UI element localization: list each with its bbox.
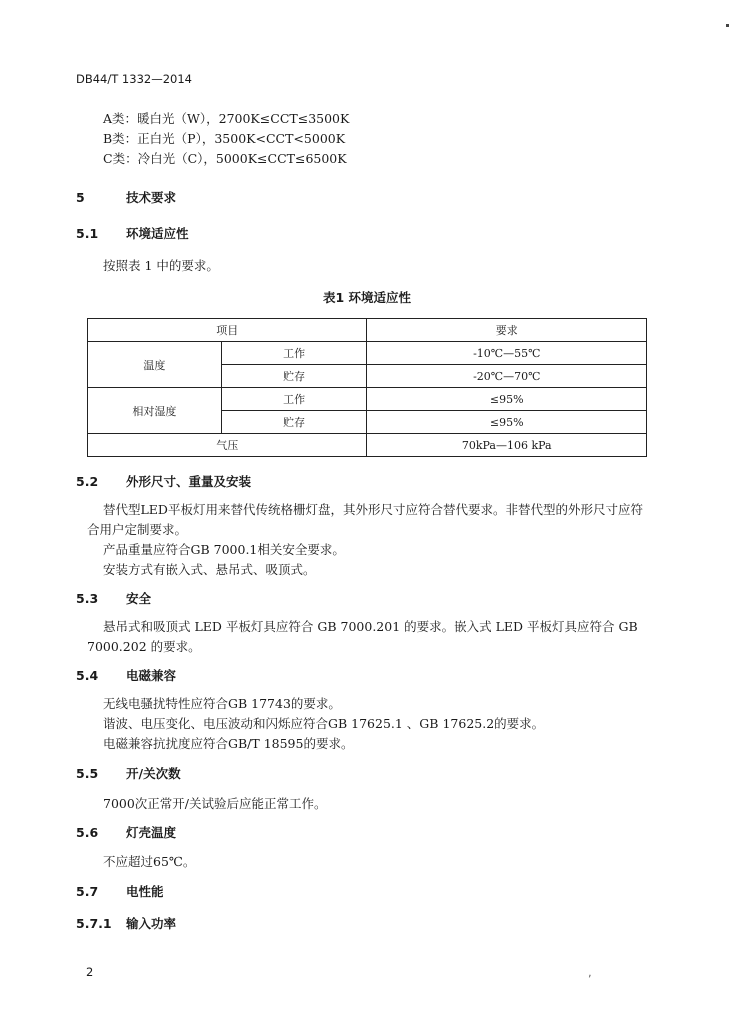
section-5-2-heading bbox=[76, 472, 251, 490]
cell-condition: 工作 bbox=[221, 388, 367, 411]
section-number: 5.4 bbox=[76, 668, 99, 683]
section-number: 5.2 bbox=[76, 474, 99, 489]
table-row bbox=[88, 388, 647, 411]
cell-value: -20℃—70℃ bbox=[367, 365, 647, 388]
paragraph-continued: 7000.202 的要求。 bbox=[87, 639, 201, 654]
scan-mark bbox=[726, 24, 729, 27]
cell-condition: 工作 bbox=[221, 342, 367, 365]
paragraph: 安装方式有嵌入式、悬吊式、吸顶式。 bbox=[103, 562, 316, 577]
class-b: B类：正白光（P），3500K<CCT<5000K bbox=[103, 131, 346, 146]
table-header-row bbox=[88, 319, 647, 342]
paragraph: 产品重量应符合GB 7000.1相关安全要求。 bbox=[103, 542, 345, 557]
row-label-temperature: 温度 bbox=[88, 342, 222, 388]
section-title: 环境适应性 bbox=[126, 226, 189, 241]
cell-value: 70kPa—106 kPa bbox=[367, 434, 647, 457]
paragraph: 谐波、电压变化、电压波动和闪烁应符合GB 17625.1 、GB 17625.2的要求。 bbox=[103, 716, 545, 731]
table-row bbox=[88, 342, 647, 365]
cell-condition: 贮存 bbox=[221, 411, 367, 434]
paragraph: 无线电骚扰特性应符合GB 17743的要求。 bbox=[103, 696, 341, 711]
scan-mark: , bbox=[588, 965, 592, 979]
section-title: 外形尺寸、重量及安装 bbox=[126, 474, 252, 489]
paragraph: 替代型LED平板灯用来替代传统格栅灯盘，其外形尺寸应符合替代要求。非替代型的外形尺寸应符 bbox=[103, 502, 643, 517]
section-5-1-body: 按照表 1 中的要求。 bbox=[103, 258, 219, 273]
cell-value: -10℃—55℃ bbox=[367, 342, 647, 365]
section-5-7-heading bbox=[76, 882, 164, 900]
cell-value: ≤95% bbox=[367, 411, 647, 434]
section-number: 5.3 bbox=[76, 591, 99, 606]
paragraph: 悬吊式和吸顶式 LED 平板灯具应符合 GB 7000.201 的要求。嵌入式 LED 平板灯具应符合 GB bbox=[103, 619, 638, 634]
section-title: 开/关次数 bbox=[126, 766, 181, 781]
cell-value: ≤95% bbox=[367, 388, 647, 411]
row-label-humidity: 相对湿度 bbox=[88, 388, 222, 434]
header-requirement: 要求 bbox=[367, 319, 647, 342]
cell-condition: 贮存 bbox=[221, 365, 367, 388]
section-5-4-heading bbox=[76, 666, 176, 684]
class-c: C类：冷白光（C），5000K≤CCT≤6500K bbox=[103, 151, 347, 166]
section-title: 灯壳温度 bbox=[126, 825, 177, 840]
section-5-6-heading bbox=[76, 823, 176, 841]
row-label-pressure: 气压 bbox=[88, 434, 367, 457]
header-item: 项目 bbox=[88, 319, 367, 342]
section-number: 5 bbox=[76, 190, 85, 205]
section-number: 5.6 bbox=[76, 825, 99, 840]
paragraph-continued: 合用户定制要求。 bbox=[87, 522, 188, 537]
section-title: 输入功率 bbox=[126, 916, 177, 931]
paragraph: 电磁兼容抗扰度应符合GB/T 18595的要求。 bbox=[103, 736, 354, 751]
section-5-5-heading bbox=[76, 764, 181, 782]
document-code: DB44/T 1332—2014 bbox=[76, 72, 192, 86]
section-5-heading bbox=[76, 188, 176, 206]
section-title: 安全 bbox=[126, 591, 152, 606]
section-title: 电性能 bbox=[126, 884, 164, 899]
paragraph: 7000次正常开/关试验后应能正常工作。 bbox=[103, 796, 327, 811]
section-number: 5.1 bbox=[76, 226, 99, 241]
class-a: A类：暖白光（W），2700K≤CCT≤3500K bbox=[103, 111, 350, 126]
section-title: 电磁兼容 bbox=[126, 668, 177, 683]
paragraph: 不应超过65℃。 bbox=[103, 854, 196, 869]
section-number: 5.7 bbox=[76, 884, 99, 899]
section-number: 5.7.1 bbox=[76, 916, 112, 931]
page-number: 2 bbox=[86, 965, 94, 979]
section-number: 5.5 bbox=[76, 766, 99, 781]
section-5-1-heading bbox=[76, 224, 189, 242]
section-5-3-heading bbox=[76, 589, 151, 607]
table-1-caption: 表1 环境适应性 bbox=[322, 290, 412, 305]
table-row bbox=[88, 434, 647, 457]
section-title: 技术要求 bbox=[126, 190, 177, 205]
environment-table bbox=[87, 318, 647, 457]
section-5-7-1-heading bbox=[76, 914, 176, 932]
